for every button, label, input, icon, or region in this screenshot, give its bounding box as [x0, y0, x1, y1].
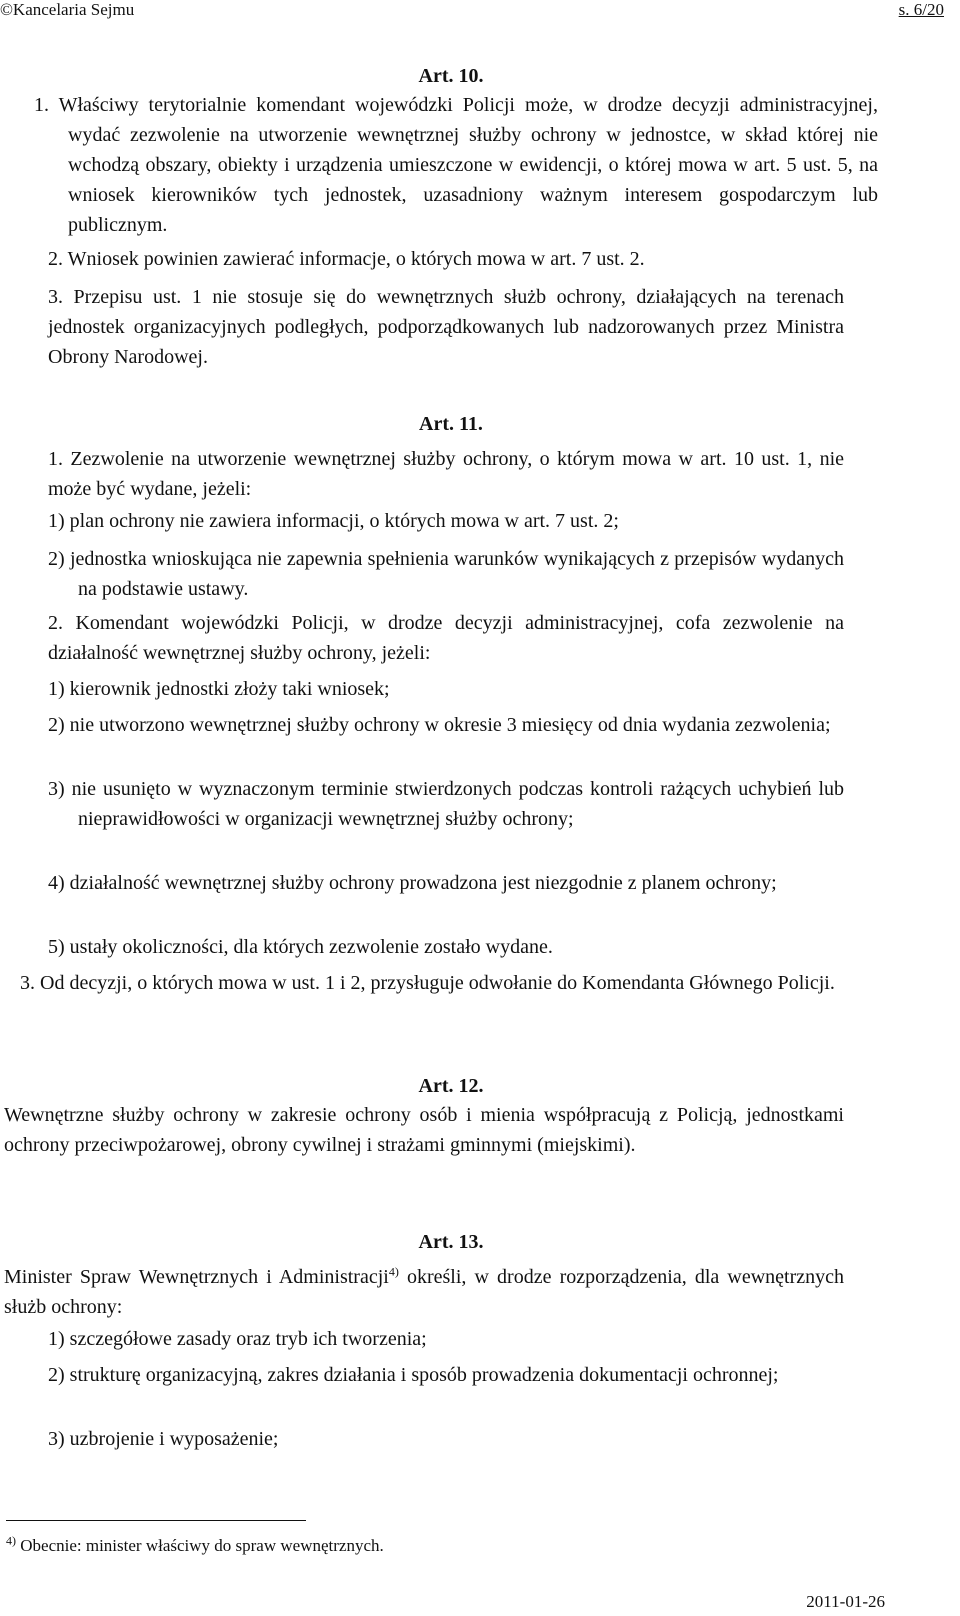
article-13-title: Art. 13. [418, 1231, 484, 1253]
art13-item-3: 3) uzbrojenie i wyposażenie; [48, 1428, 279, 1450]
art13-item-2: 2) strukturę organizacyjną, zakres działania i sposób prowadzenia dokumentacji ochronnej; [48, 1364, 779, 1386]
art11-p2-item-3: 3) nie usunięto w wyznaczonym terminie stwierdzonych podczas kontroli rażących uchybień lub nieprawidłowości w organizacji wewnętrznej służby ochrony; [48, 778, 844, 830]
article-11-title: Art. 11. [419, 413, 483, 435]
art12-text: Wewnętrzne służby ochrony w zakresie ochrony osób i mienia współpracują z Policją, jednostkami ochrony przeciwpożarowej, obrony cywilnej i strażami gminnymi (miejskimi). [4, 1104, 844, 1156]
art11-p1-item-1: 1) plan ochrony nie zawiera informacji, o których mowa w art. 7 ust. 2; [48, 510, 619, 532]
art13-text-after: określi, w drodze rozporządzenia, dla wewnętrznych służb ochrony: [4, 1266, 844, 1318]
footnote-text: Obecnie: minister właściwy do spraw wewnętrznych. [16, 1536, 384, 1555]
footnote-ref-4: 4) [388, 1264, 399, 1279]
page-number: s. 6/20 [898, 0, 944, 19]
art10-paragraph-1: 1. Właściwy terytorialnie komendant wojewódzki Policji może, w drodze decyzji administracyjnej, wydać zezwolenie na utworzenie wewnętrznej służby ochrony w jednostce, w skład której nie wchodzą obszary, obiekty i urządzenia umieszczone w ewidencji, o której mowa w art. 5 ust. 5, na wniosek kierowników tych jednostek, uzasadniony ważnym interesem gospodarczym lub publicznym. [34, 94, 878, 236]
art11-paragraph-1: 1. Zezwolenie na utworzenie wewnętrznej służby ochrony, o którym mowa w art. 10 ust. 1, nie może być wydane, jeżeli: [48, 448, 844, 500]
art11-p2-item-4: 4) działalność wewnętrznej służby ochrony prowadzona jest niezgodnie z planem ochrony; [48, 872, 777, 894]
footnote-separator [6, 1520, 306, 1521]
art11-paragraph-2: 2. Komendant wojewódzki Policji, w drodze decyzji administracyjnej, cofa zezwolenie na działalność wewnętrznej służby ochrony, jeżeli: [48, 612, 844, 664]
art13-item-1: 1) szczegółowe zasady oraz tryb ich tworzenia; [48, 1328, 427, 1350]
footnote-marker: 4) [6, 1533, 16, 1548]
art11-p1-item-2: 2) jednostka wnioskująca nie zapewnia spełnienia warunków wynikających z przepisów wydanych na podstawie ustawy. [48, 548, 844, 600]
article-10-title: Art. 10. [418, 65, 484, 87]
art11-p2-item-2: 2) nie utworzono wewnętrznej służby ochrony w okresie 3 miesięcy od dnia wydania zezwolenia; [48, 714, 831, 736]
art10-paragraph-2: 2. Wniosek powinien zawierać informacje, o których mowa w art. 7 ust. 2. [48, 248, 645, 270]
footnote-4 [6, 1533, 384, 1556]
art11-paragraph-3: 3. Od decyzji, o których mowa w ust. 1 i 2, przysługuje odwołanie do Komendanta Głównego Policji. [20, 972, 835, 994]
footer-date: 2011-01-26 [806, 1592, 885, 1611]
header-source: ©Kancelaria Sejmu [0, 0, 135, 19]
art13-text [4, 1262, 844, 1322]
art10-paragraph-3: 3. Przepisu ust. 1 nie stosuje się do wewnętrznych służb ochrony, działających na terenach jednostek organizacyjnych podległych, podporządkowanych lub nadzorowanych przez Ministra Obrony Narodowej. [48, 286, 844, 368]
art13-text-before: Minister Spraw Wewnętrznych i Administracji [4, 1266, 389, 1288]
art11-p2-item-5: 5) ustały okoliczności, dla których zezwolenie zostało wydane. [48, 936, 553, 958]
article-12-title: Art. 12. [418, 1075, 484, 1097]
art11-p2-item-1: 1) kierownik jednostki złoży taki wniosek; [48, 678, 390, 700]
